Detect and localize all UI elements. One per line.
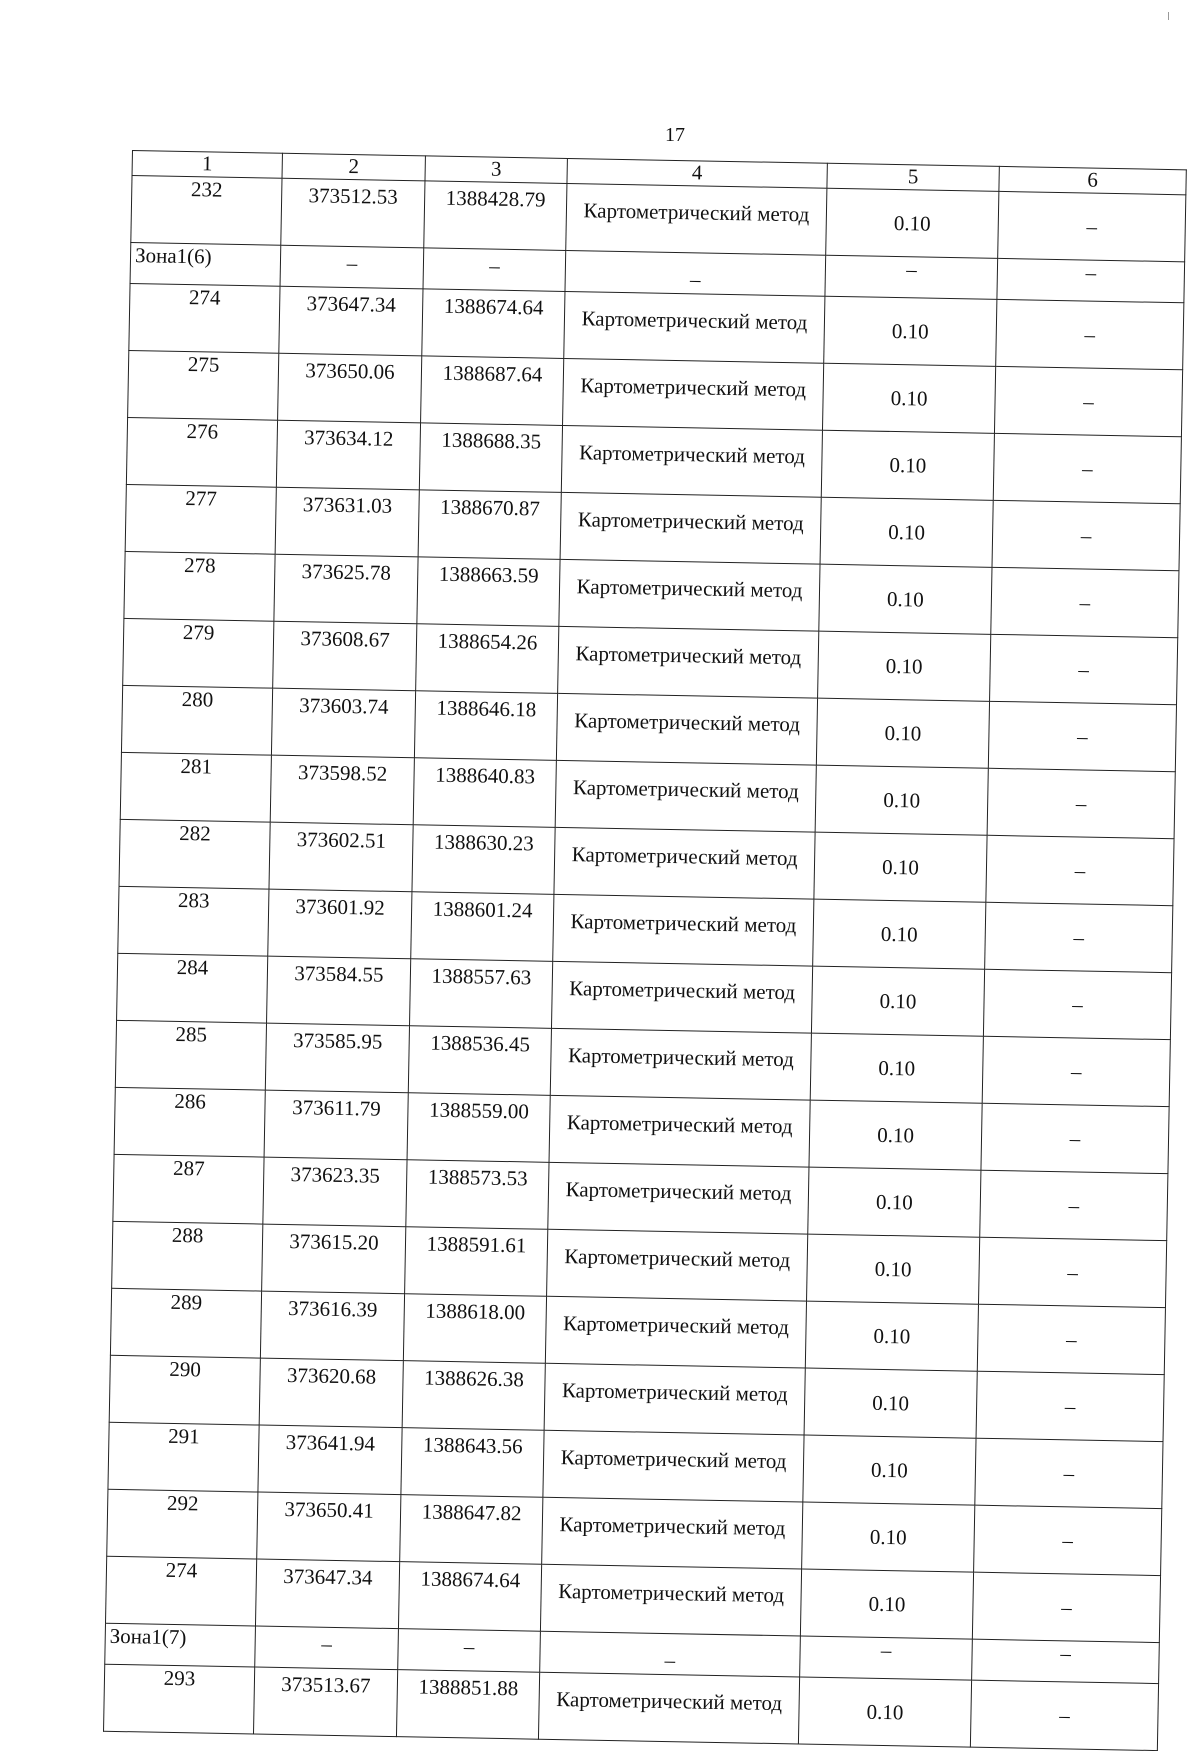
accuracy-cell: 0.10	[808, 1167, 981, 1237]
note-cell: –	[982, 1036, 1170, 1106]
column-header: 1	[132, 151, 282, 179]
x-coordinate-cell: 373584.55	[267, 956, 411, 1026]
point-number-cell: 287	[113, 1154, 264, 1224]
accuracy-cell: 0.10	[824, 296, 997, 366]
y-coordinate-cell: 1388618.00	[403, 1294, 546, 1364]
y-coordinate-cell: 1388559.00	[407, 1093, 550, 1163]
coordinates-table	[103, 150, 1187, 1751]
note-cell: –	[996, 299, 1184, 369]
accuracy-cell: 0.10	[826, 188, 999, 258]
accuracy-cell: 0.10	[805, 1301, 978, 1371]
x-coordinate-cell: 373615.20	[262, 1224, 406, 1294]
x-coordinate-cell: 373616.39	[260, 1291, 404, 1361]
point-number-cell: 283	[118, 886, 269, 956]
note-cell: –	[977, 1304, 1165, 1374]
column-header: 4	[567, 158, 827, 188]
note-cell: –	[970, 1680, 1158, 1750]
x-coordinate-cell: 373634.12	[276, 420, 420, 490]
note-cell: –	[997, 258, 1185, 302]
method-cell: Картометрический метод	[561, 425, 822, 497]
table-body	[104, 151, 1187, 1751]
y-coordinate-cell: 1388647.82	[400, 1495, 543, 1565]
x-coordinate-cell: –	[255, 1626, 399, 1670]
method-cell: Картометрический метод	[564, 291, 825, 363]
method-cell: Картометрический метод	[549, 1095, 810, 1167]
x-coordinate-cell: 373611.79	[264, 1090, 408, 1160]
y-coordinate-cell: 1388557.63	[409, 959, 552, 1029]
point-number-cell: 291	[108, 1422, 259, 1492]
y-coordinate-cell: 1388670.87	[418, 490, 561, 560]
point-number-cell: 286	[114, 1087, 265, 1157]
x-coordinate-cell: 373598.52	[270, 755, 414, 825]
point-number-cell: 280	[121, 685, 272, 755]
x-coordinate-cell: 373631.03	[275, 487, 419, 557]
accuracy-cell: 0.10	[820, 497, 993, 567]
point-number-cell: 281	[120, 752, 271, 822]
accuracy-cell: –	[800, 1636, 973, 1680]
note-cell: –	[991, 567, 1179, 637]
y-coordinate-cell: 1388643.56	[401, 1428, 544, 1498]
y-coordinate-cell: 1388687.64	[421, 356, 564, 426]
point-number-cell: 289	[110, 1288, 261, 1358]
x-coordinate-cell: 373641.94	[258, 1425, 402, 1495]
method-cell: Картометрический метод	[566, 183, 827, 255]
accuracy-cell: 0.10	[807, 1234, 980, 1304]
accuracy-cell: 0.10	[821, 430, 994, 500]
y-coordinate-cell: 1388646.18	[414, 691, 557, 761]
method-cell: Картометрический метод	[548, 1162, 809, 1234]
method-cell: Картометрический метод	[554, 827, 815, 899]
y-coordinate-cell: –	[398, 1629, 541, 1673]
accuracy-cell: 0.10	[798, 1677, 971, 1747]
note-cell: –	[974, 1505, 1162, 1575]
note-cell: –	[987, 768, 1175, 838]
note-cell: –	[992, 500, 1180, 570]
method-cell: Картометрический метод	[550, 1028, 811, 1100]
note-cell: –	[983, 969, 1171, 1039]
x-coordinate-cell: 373623.35	[263, 1157, 407, 1227]
x-coordinate-cell: 373608.67	[273, 621, 417, 691]
y-coordinate-cell: 1388626.38	[402, 1361, 545, 1431]
column-header: 3	[425, 156, 567, 184]
note-cell: –	[978, 1237, 1166, 1307]
method-cell: Картометрический метод	[553, 894, 814, 966]
note-cell: –	[980, 1170, 1168, 1240]
method-cell: Картометрический метод	[558, 626, 819, 698]
column-header: 2	[282, 153, 425, 181]
y-coordinate-cell: 1388573.53	[406, 1160, 549, 1230]
x-coordinate-cell: 373650.06	[278, 353, 422, 423]
point-number-cell: 279	[123, 618, 274, 688]
note-cell: –	[990, 634, 1178, 704]
method-cell: –	[540, 1631, 801, 1677]
accuracy-cell: 0.10	[822, 363, 995, 433]
accuracy-cell: 0.10	[814, 832, 987, 902]
accuracy-cell: 0.10	[804, 1368, 977, 1438]
method-cell: Картометрический метод	[545, 1296, 806, 1368]
y-coordinate-cell: 1388601.24	[411, 892, 554, 962]
point-number-cell: 274	[105, 1556, 256, 1626]
x-coordinate-cell: 373647.34	[255, 1559, 399, 1629]
method-cell: Картометрический метод	[555, 760, 816, 832]
accuracy-cell: 0.10	[813, 899, 986, 969]
accuracy-cell: 0.10	[803, 1435, 976, 1505]
point-number-cell: 277	[125, 484, 276, 554]
y-coordinate-cell: 1388640.83	[413, 758, 556, 828]
x-coordinate-cell: 373585.95	[265, 1023, 409, 1093]
x-coordinate-cell: 373647.34	[279, 286, 423, 356]
x-coordinate-cell: 373650.41	[257, 1492, 401, 1562]
note-cell: –	[988, 701, 1176, 771]
accuracy-cell: 0.10	[818, 631, 991, 701]
x-coordinate-cell: –	[280, 245, 424, 289]
y-coordinate-cell: 1388674.64	[398, 1562, 541, 1632]
y-coordinate-cell: 1388663.59	[417, 557, 560, 627]
x-coordinate-cell: 373602.51	[269, 822, 413, 892]
x-coordinate-cell: 373620.68	[259, 1358, 403, 1428]
method-cell: Картометрический метод	[547, 1229, 808, 1301]
accuracy-cell: 0.10	[819, 564, 992, 634]
note-cell: –	[981, 1103, 1169, 1173]
x-coordinate-cell: 373601.92	[268, 889, 412, 959]
note-cell: –	[993, 433, 1181, 503]
method-cell: Картометрический метод	[563, 358, 824, 430]
x-coordinate-cell: 373603.74	[271, 688, 415, 758]
point-number-cell: Зона1(6)	[130, 242, 281, 286]
point-number-cell: 293	[104, 1664, 255, 1734]
x-coordinate-cell: 373513.67	[253, 1667, 397, 1737]
y-coordinate-cell: 1388688.35	[419, 423, 562, 493]
method-cell: Картометрический метод	[544, 1363, 805, 1435]
y-coordinate-cell: 1388536.45	[408, 1026, 551, 1096]
note-cell: –	[985, 902, 1173, 972]
y-coordinate-cell: 1388654.26	[416, 624, 559, 694]
accuracy-cell: 0.10	[809, 1100, 982, 1170]
column-header: 5	[827, 163, 999, 191]
point-number-cell: 284	[117, 953, 268, 1023]
method-cell: Картометрический метод	[560, 492, 821, 564]
coordinates-table-container	[103, 150, 1186, 1751]
method-cell: –	[565, 250, 826, 296]
note-cell: –	[972, 1639, 1160, 1683]
y-coordinate-cell: 1388591.61	[405, 1227, 548, 1297]
method-cell: Картометрический метод	[551, 961, 812, 1033]
point-number-cell: 288	[112, 1221, 263, 1291]
y-coordinate-cell: 1388851.88	[396, 1670, 539, 1740]
scan-artifact	[1168, 12, 1169, 20]
column-header: 6	[999, 166, 1186, 194]
point-number-cell: 278	[124, 551, 275, 621]
point-number-cell: 275	[128, 350, 279, 420]
note-cell: –	[994, 366, 1182, 436]
accuracy-cell: 0.10	[811, 966, 984, 1036]
accuracy-cell: 0.10	[800, 1569, 973, 1639]
accuracy-cell: 0.10	[815, 765, 988, 835]
method-cell: Картометрический метод	[556, 693, 817, 765]
accuracy-cell: –	[825, 255, 998, 299]
point-number-cell: 276	[126, 417, 277, 487]
method-cell: Картометрический метод	[543, 1430, 804, 1502]
method-cell: Картометрический метод	[540, 1564, 801, 1636]
method-cell: Картометрический метод	[538, 1672, 799, 1744]
note-cell: –	[998, 191, 1186, 261]
accuracy-cell: 0.10	[816, 698, 989, 768]
method-cell: Картометрический метод	[559, 559, 820, 631]
accuracy-cell: 0.10	[810, 1033, 983, 1103]
accuracy-cell: 0.10	[802, 1502, 975, 1572]
point-number-cell: 290	[109, 1355, 260, 1425]
page-number: 17	[665, 124, 685, 146]
y-coordinate-cell: 1388630.23	[412, 825, 555, 895]
point-number-cell: 282	[119, 819, 270, 889]
point-number-cell: 285	[115, 1020, 266, 1090]
method-cell: Картометрический метод	[542, 1497, 803, 1569]
note-cell: –	[975, 1438, 1163, 1508]
x-coordinate-cell: 373625.78	[274, 554, 418, 624]
point-number-cell: 292	[107, 1489, 258, 1559]
x-coordinate-cell: 373512.53	[281, 178, 425, 248]
y-coordinate-cell: 1388428.79	[424, 181, 567, 251]
point-number-cell: 274	[129, 283, 280, 353]
y-coordinate-cell: –	[423, 248, 566, 292]
y-coordinate-cell: 1388674.64	[422, 289, 565, 359]
note-cell: –	[972, 1572, 1160, 1642]
point-number-cell: Зона1(7)	[105, 1623, 256, 1667]
point-number-cell: 232	[131, 176, 282, 246]
note-cell: –	[986, 835, 1174, 905]
note-cell: –	[976, 1371, 1164, 1441]
